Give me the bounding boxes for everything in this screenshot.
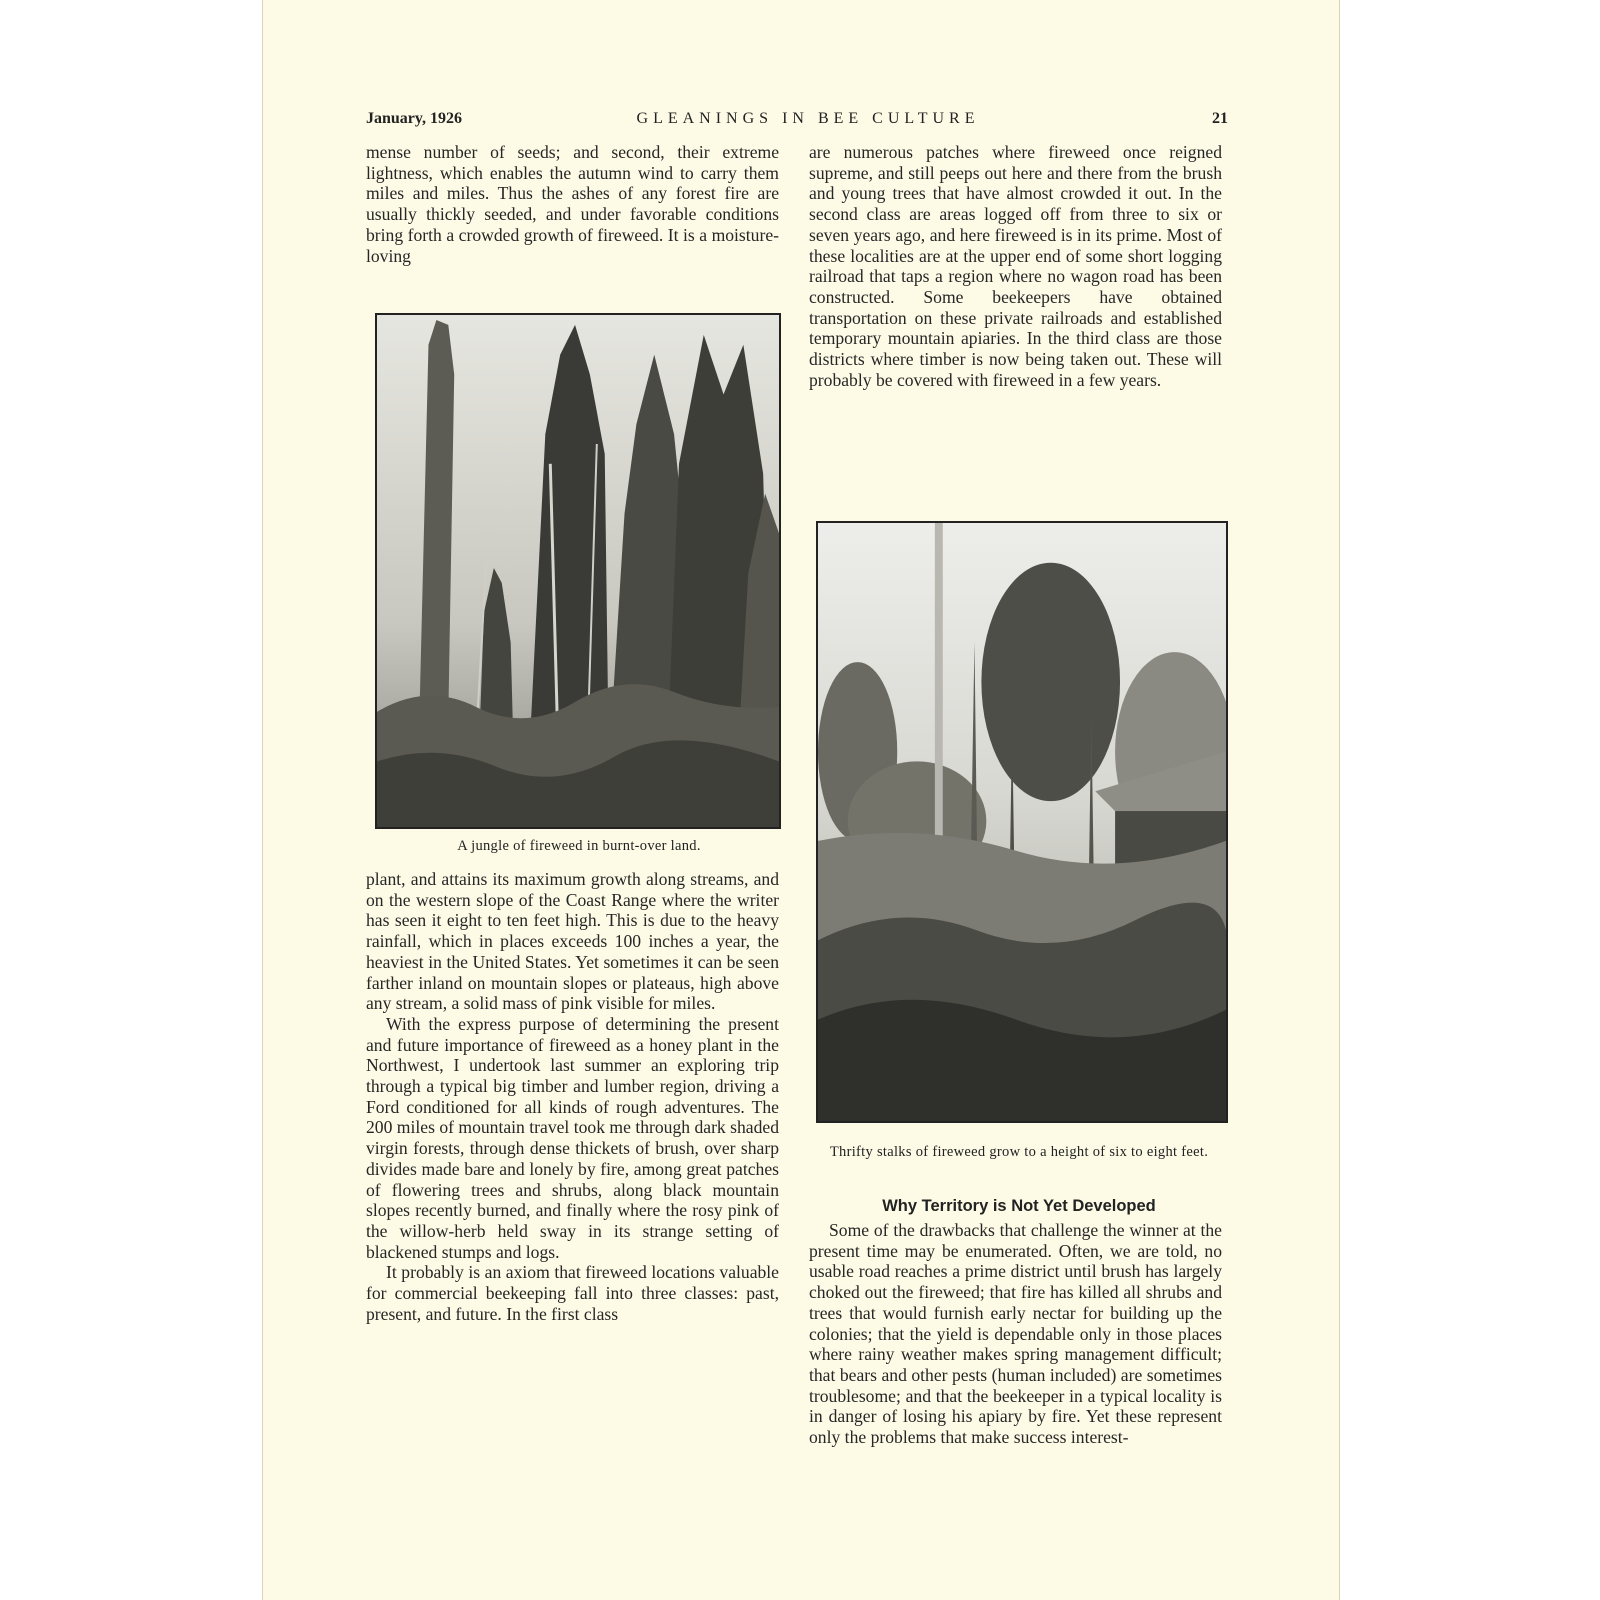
col1-paragraph-1: plant, and attains its maximum growth along streams, and on the western slope of the Coast Range where the writer has seen it eight to ten feet high. This is due to the heavy rainfall, which in places exceeds 100 inches a year, the heaviest in the United States. Yet sometimes it can be seen farther inland on mountain slopes or plateaus, high above any stream, a solid mass of pink visible for miles.	[366, 869, 779, 1014]
figure-fireweed-stalks-photo	[816, 521, 1228, 1123]
col1-paragraph-2: With the express purpose of determining the present and future importance of fireweed as a honey plant in the Northwest, I undertook last summer an exploring trip through a typical big timber and lumber region, driving a Ford conditioned for all kinds of rough adventures. The 200 miles of mountain travel took me through dark shaded virgin forests, through dense thickets of brush, over sharp divides made bare and lonely by fire, among great patches of flowering trees and shrubs, along black mountain slopes recently burned, and finally where the rosy pink of the willow-herb held sway in its strange setting of blackened stumps and logs.	[366, 1013, 779, 1262]
figure2-caption: Thrifty stalks of fireweed grow to a height of six to eight feet.	[829, 1144, 1209, 1160]
magazine-page	[262, 0, 1340, 1600]
issue-date: January, 1926	[366, 110, 463, 127]
col2-body-text	[809, 1220, 1222, 1448]
figure1-caption: A jungle of fireweed in burnt-over land.	[457, 838, 701, 854]
fireweed-stalks-image	[818, 523, 1226, 1121]
figure-burnt-forest-photo	[375, 313, 781, 829]
col2-paragraph-1: Some of the drawbacks that challenge the winner at the present time may be enumerated. Often, we are told, no usable road reaches a prime district until brush has largely choked out the fireweed; that fire has killed all shrubs and trees that would furnish early nectar for building up the colonies; that the yield is dependable only in those places where rainy weather makes spring management difficult; that bears and other pests (human included) are sometimes troublesome; and that the beekeeper in a typical locality is in danger of losing his apiary by fire. Yet these represent only the problems that make success interest-	[809, 1220, 1222, 1448]
col1-paragraph-3: It probably is an axiom that fireweed locations valuable for commercial beekeeping fall into three classes: past, present, and future. In the first class	[366, 1262, 779, 1324]
col1-body-text	[366, 869, 779, 1324]
col1-top-paragraph: mense number of seeds; and second, their extreme lightness, which enables the autumn wind to carry them miles and miles. Thus the ashes of any forest fire are usually thickly seeded, and under favorable conditions bring forth a crowded growth of fireweed. It is a moisture-loving	[366, 142, 779, 266]
running-header	[366, 110, 1228, 134]
col1-top-text	[366, 142, 779, 287]
burnt-forest-image	[377, 315, 779, 827]
page-number: 21	[1212, 110, 1228, 127]
journal-title: GLEANINGS IN BEE CULTURE	[636, 110, 980, 127]
section-heading: Why Territory is Not Yet Developed	[882, 1197, 1156, 1215]
col2-top-text	[809, 142, 1222, 497]
col2-top-paragraph: are numerous patches where fireweed once reigned supreme, and still peeps out here and there from the brush and young trees that have almost crowded it out. In the second class are areas logged off from three to six or seven years ago, and here fireweed is in its prime. Most of these localities are at the upper end of some short logging railroad that taps a region where no wagon road has been constructed. Some beekeepers have obtained transportation on these private railroads and established temporary mountain apiaries. In the third class are those districts where timber is now being taken out. These will probably be covered with fireweed in a few years.	[809, 142, 1222, 390]
